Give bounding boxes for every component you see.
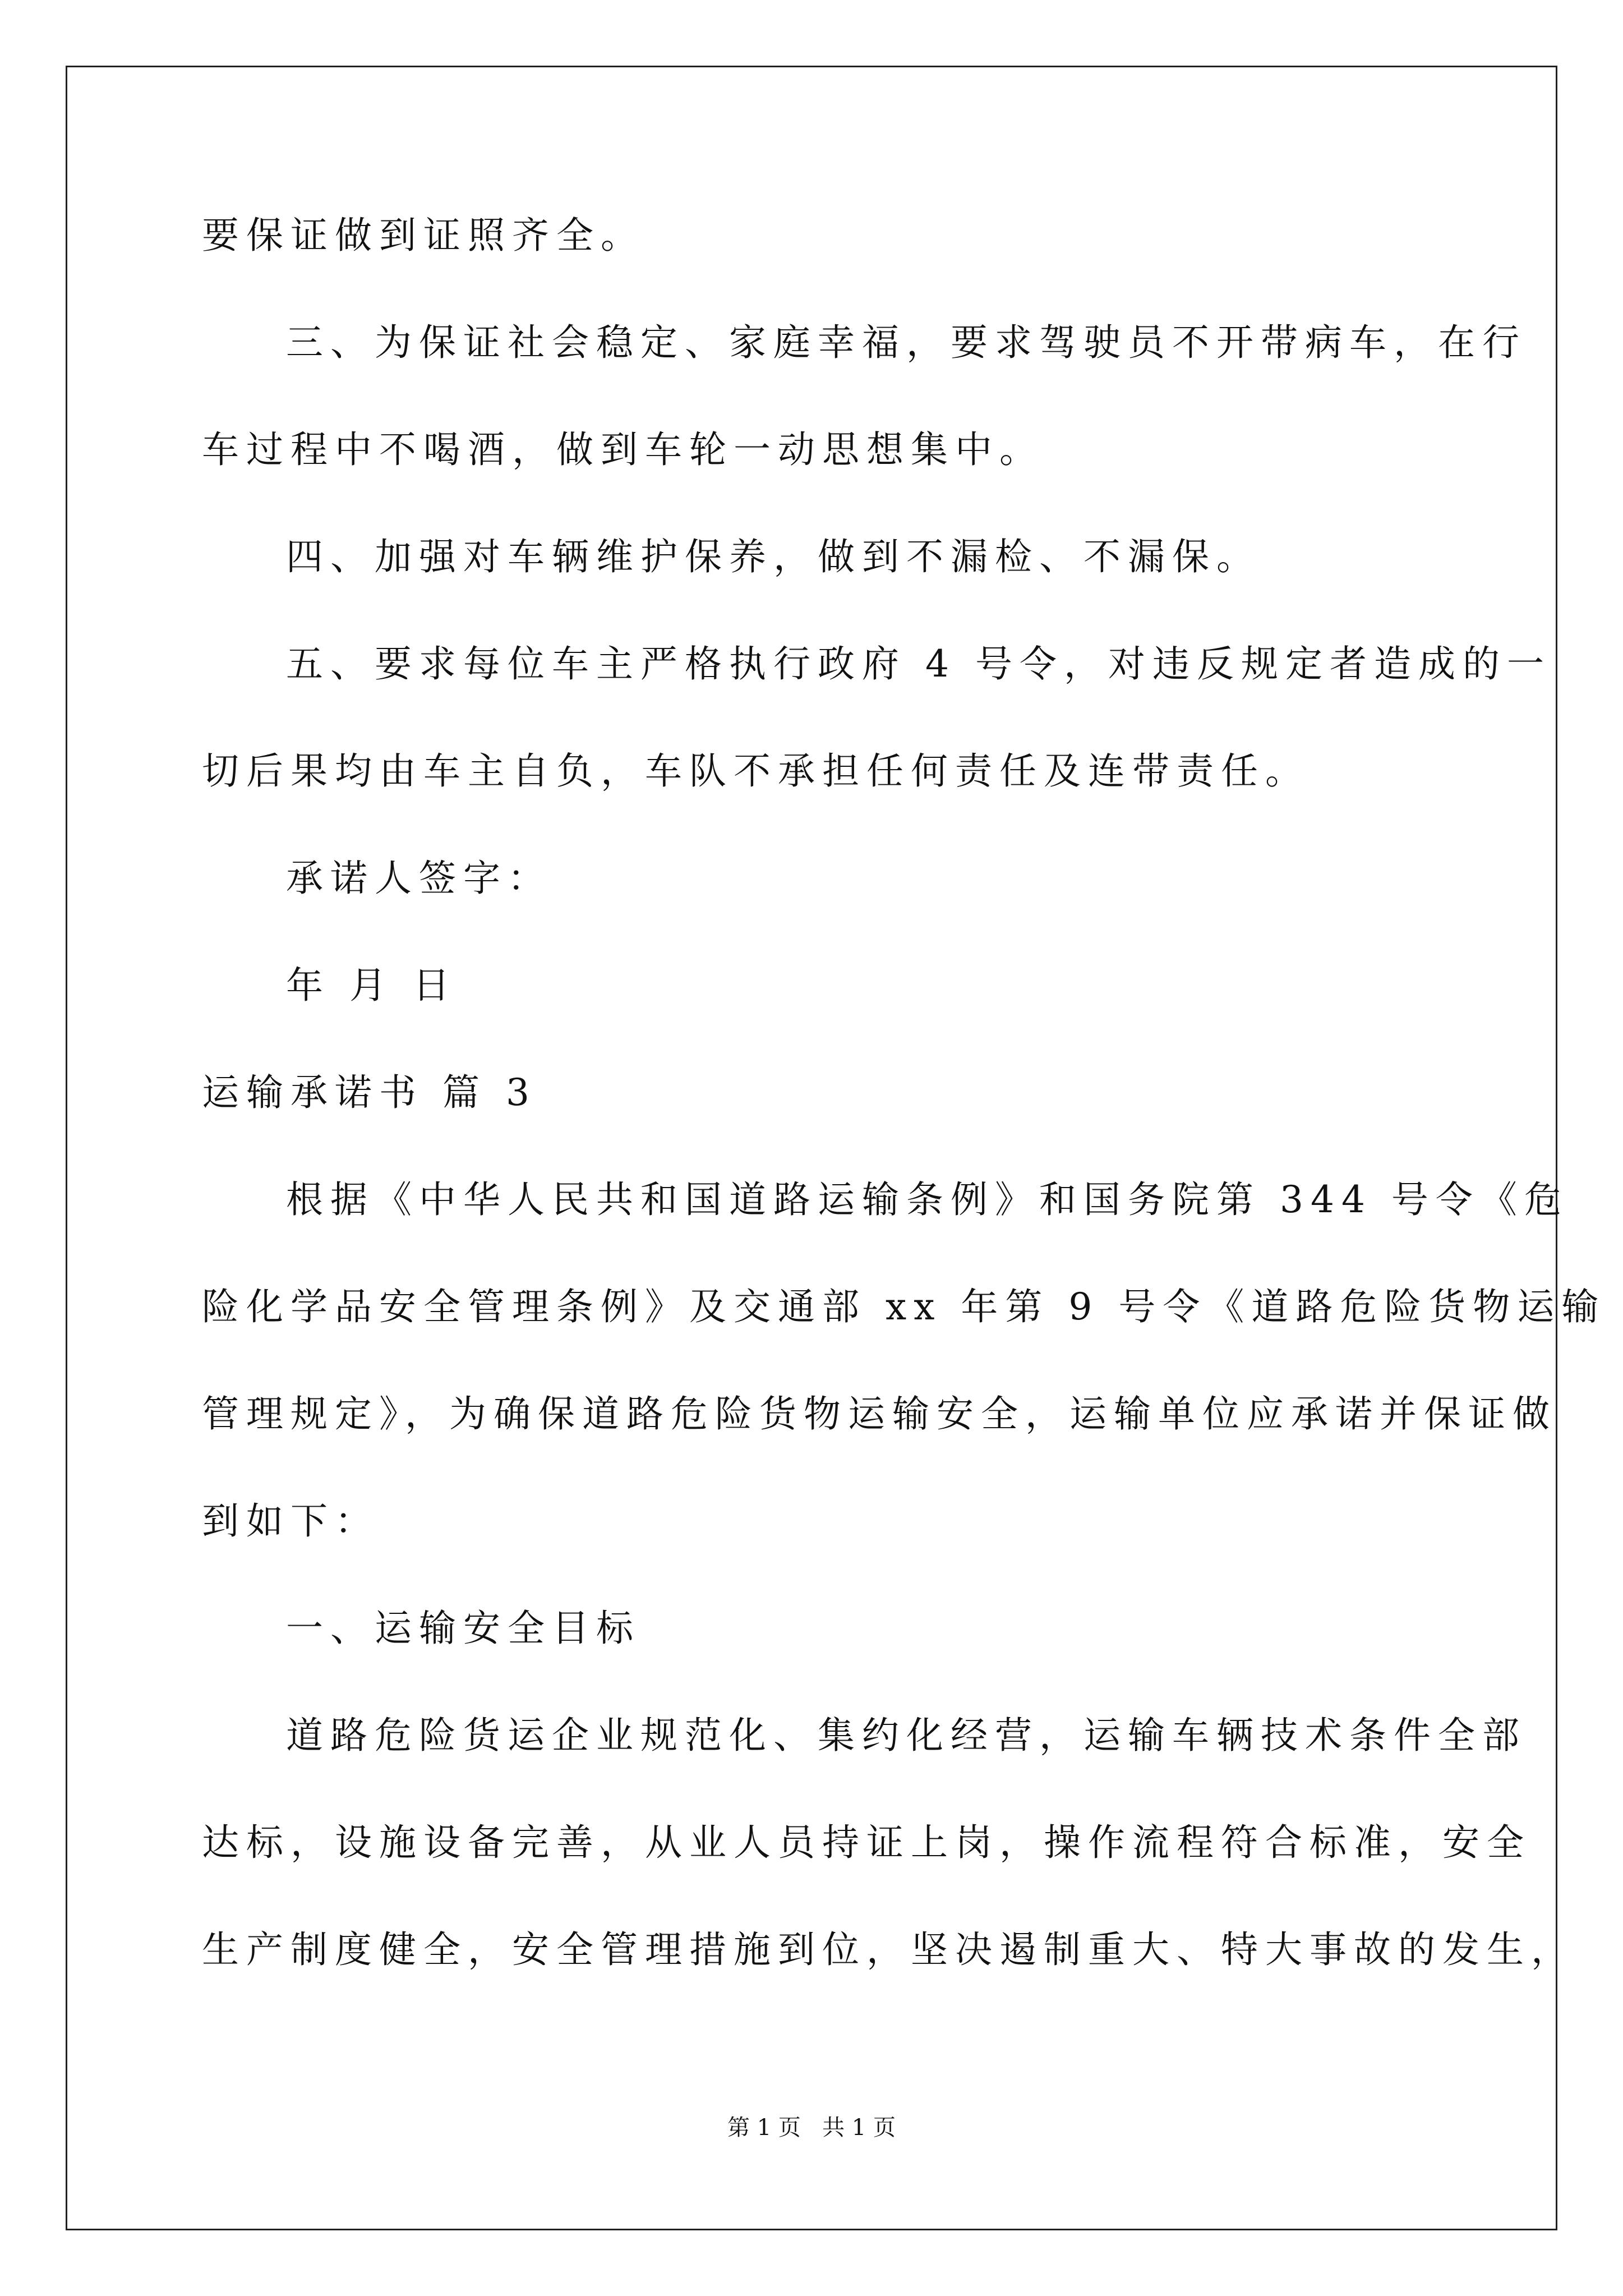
section-heading: 运输承诺书 篇 3	[202, 1071, 537, 1114]
date-line: 年 月 日	[286, 964, 457, 1007]
text-line: 三、为保证社会稳定、家庭幸福，要求驾驶员不开带病车，在行	[286, 321, 1527, 364]
text-line: 五、要求每位车主严格执行政府 4 号令，对违反规定者造成的一	[286, 642, 1551, 685]
page-footer: 第 1 页 共 1 页	[727, 2115, 896, 2141]
text-line: 达标，设施设备完善，从业人员持证上岗，操作流程符合标准，安全	[202, 1821, 1531, 1864]
text-line: 道路危险货运企业规范化、集约化经营，运输车辆技术条件全部	[286, 1714, 1527, 1757]
signature-label: 承诺人签字：	[286, 857, 552, 900]
text-line: 四、加强对车辆维护保养，做到不漏检、不漏保。	[286, 535, 1261, 578]
text-line: 管理规定》，为确保道路危险货物运输安全，运输单位应承诺并保证做	[202, 1392, 1557, 1435]
text-line: 根据《中华人民共和国道路运输条例》和国务院第 344 号令《危	[286, 1178, 1569, 1221]
text-line: 生产制度健全，安全管理措施到位，坚决遏制重大、特大事故的发生，	[202, 1928, 1575, 1971]
text-line: 险化学品安全管理条例》及交通部 xx 年第 9 号令《道路危险货物运输	[202, 1285, 1606, 1328]
text-line: 切后果均由车主自负，车队不承担任何责任及连带责任。	[202, 749, 1310, 793]
subsection-heading: 一、运输安全目标	[286, 1607, 640, 1650]
text-line: 车过程中不喝酒，做到车轮一动思想集中。	[202, 428, 1044, 471]
page-border	[66, 66, 1557, 2230]
text-line: 到如下：	[202, 1499, 379, 1543]
text-line: 要保证做到证照齐全。	[202, 214, 645, 257]
